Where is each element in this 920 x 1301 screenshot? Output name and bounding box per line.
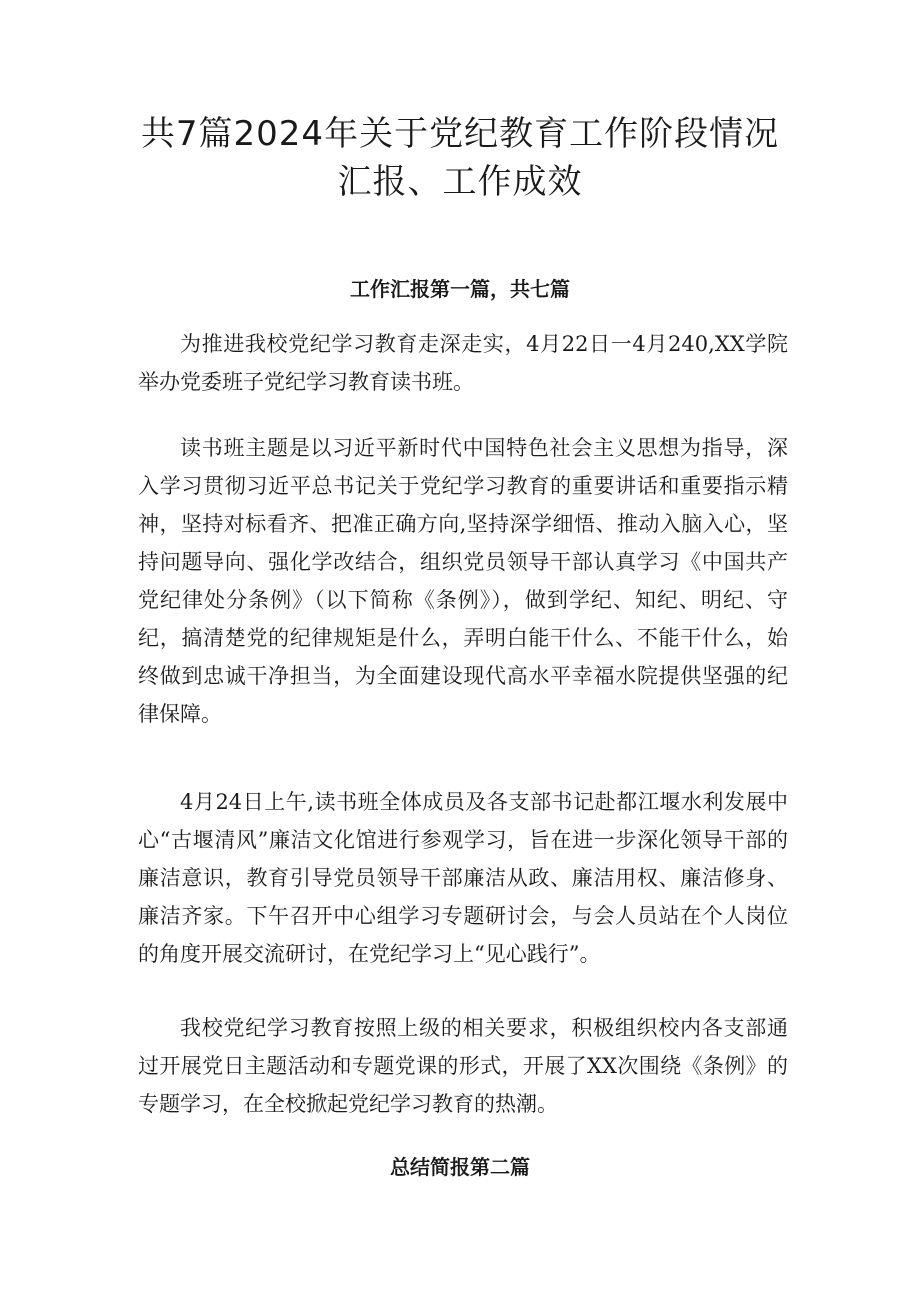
paragraph: 为推进我校党纪学习教育走深走实，4月22日一4月240,XX学院举办党委班子党纪学习教育读书班。	[138, 332, 788, 394]
document-title-line-1: 共7篇2024年关于党纪教育工作阶段情况	[140, 114, 780, 154]
section-heading-second: 总结简报第二篇	[390, 1155, 530, 1179]
document-title-line-2: 汇报、工作成效	[337, 162, 583, 202]
paragraph: 我校党纪学习教育按照上级的相关要求，积极组织校内各支部通过开展党日主题活动和专题党课的形式，开展了XX次围绕《条例》的专题学习，在全校掀起党纪学习教育的热潮。	[138, 1016, 788, 1116]
paragraph: 4月24日上午,读书班全体成员及各支部书记赴都江堰水利发展中心“古堰清风”廉洁文化馆进行参观学习，旨在进一步深化领导干部的廉洁意识，教育引导党员领导干部廉洁从政、廉洁用权、廉洁修身、廉洁齐家。下午召开中心组学习专题研讨会，与会人员站在个人岗位的角度开展交流研讨，在党纪学习上“见心践行”。	[138, 790, 788, 966]
section-heading-first: 工作汇报第一篇，共七篇	[350, 277, 570, 301]
paragraph: 读书班主题是以习近平新时代中国特色社会主义思想为指导，深入学习贯彻习近平总书记关于党纪学习教育的重要讲话和重要指示精神，坚持对标看齐、把准正确方向,坚持深学细悟、推动入脑入心，坚持问题导向、强化学改结合，组织党员领导干部认真学习《中国共产党纪律处分条例》（以下简称《条例》），做到学纪、知纪、明纪、守纪，搞清楚党的纪律规矩是什么，弄明白能干什么、不能干什么，始终做到忠诚干净担当，为全面建设现代高水平幸福水院提供坚强的纪律保障。	[138, 436, 788, 726]
